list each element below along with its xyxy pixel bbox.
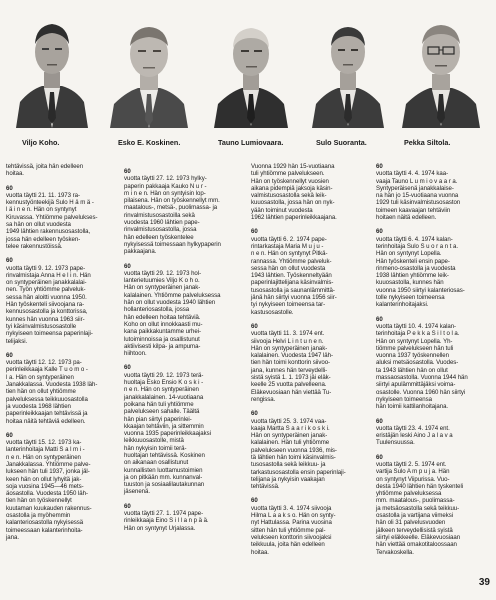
portrait-sulo-suoranta <box>310 0 386 128</box>
paragraph: 60 vuotta täytti 21. 11. 1973 ra- kennustyönteekijä Sulo H ä m ä - l ä i n e n. Hän on syntynyt Kiruvassa. Yhtiömme palvelukses- sa hän on ollut vuodesta 1949 lähtien rakennusosastolla, jossa hän edelleen työsken- telee rakennustöissä. <box>6 184 98 250</box>
text-column-4 <box>376 163 484 563</box>
paragraph: 60 vuotta täytti 3. 4. 1974 siivooja Hilma L a a k s o. Hän on synty- nyt Hattulassa. Parina vuosina sitten hän tuli yhtiömme pal- velukseen konttorin siivoojaksi teikkuula, joita hän edelleen hoitaa. <box>251 497 336 556</box>
text-column-2 <box>124 168 232 539</box>
paragraph: tehtävissä, joita hän edelleen hoitaa. <box>6 163 84 178</box>
caption-tauno-lumiovaara: Tauno Lumiovaara. <box>218 138 284 147</box>
text-column-1 <box>6 163 114 548</box>
paragraph: 60 vuotta täytti 27. 1. 1974 pape- rinleikkaaja Eino S i l l a n p ä ä. Hän on syntynyt Urjalassa. <box>124 502 209 532</box>
paragraph: 60 vuotta täytti 6. 2. 1974 pape- rintarkastaja Maria M u j u - n e n. Hän on syntynyt Pitkä- rannassa. Yhtiömme palveluk- sessa hän on ollut vuodesta 1943 lähtien. Työskenneltyään paperinlajittelijana käsinvalmis- tusosastolla ja saunanlämmittä- jänä hän siirtyi vuonna 1956 siir- tyi nykyiseen toimeensa tar- kastusosastolle. <box>251 228 337 316</box>
paragraph: 60 vuotta täytti 23. 4. 1974 ent. eristäjän leski Aino J a l a v a Tuulensuussa. <box>376 417 453 447</box>
paragraph: 60 vuotta täytti 6. 4. 1974 kalan- terinhoitaja Sulo S u o r a n t a. Hän on syntynyt Lopella. Hän työskenteli ensin pape- rinmeno-osastolla ja vuodesta 1938 lähtien yhtiömme leik- kuuosastolla, kunnes hän vuonna 1950 siirtyi kalanteriosas- tolle nykyiseen toimeensa kalanterinhoitajaksi. <box>376 228 465 309</box>
page-number: 39 <box>478 577 490 588</box>
caption-pekka-siltola: Pekka Siltola. <box>404 138 451 147</box>
paragraph: 60 vuotta täytti 25. 3. 1974 vaa- kaaja Martta S a a r i k o s k i. Hän on syntyperäinen janak- kalalainen. Hän tuli yhtiömme palvelukseen vuonna 1936, mis- tä lähtien hän toimi käsinvalmis- tusosastolla sekä leikkuu- ja tarkastusosastolla ensin paperinlaji- telijana ja nykyisin vaakajan tehtävissä. <box>251 410 346 491</box>
paragraph: 60 vuotta täytti 15. 12. 1973 ka- lanterinhoitaja Matti S a l m i - n e n. Hän on syntyperäinen Janakkalassa. Yhtiömme palve- lukseen hän tuli 1937, jonka jäl- keen hän on ollut lyhyitä jak- soja vuosina 1945—46 mets- äosastolla. Vuodesta 1950 läh- tien hän on työskennellyt kuutaman kuukauden rakennus- osastolla ja myöhemmin kalanteriosastolla nykyisessä toimeessaan kalanterinhoita- jana. <box>6 431 92 541</box>
paragraph: 60 vuotta täytti 10. 4. 1974 kalan- terinhoitaja P e k k a S i l t o l a. Hän on syntynyt Lopella. Yh- tiömme palvelukseen hän tuli vuonna 1937 työskennellen aluksi metsäosastolla. Vuodes- ta 1943 lähtien hän on ollut massaosastolla. Vuonna 1944 hän siirtyi apulämmittäjäksi voima- osastolle. Vuonna 1960 hän siirtyi nykyiseen toimeensa hän toimii kattilanhoitajana. <box>376 315 468 411</box>
portrait-pekka-siltola <box>400 0 482 128</box>
paragraph: 60 vuotta täytti 29. 12. 1973 hol- lanterietuumies Viljo K o h o. Hän on syntyperäinen janak- kalalainen. Yhtiömme palveluksessa hän on ollut vuodesta 1940 lähtien hollanteriosastolla, jossa hän edelleen hoitaa tehtäviä. Koho on ollut innokkaasti mu- kana paikkakuntamme urhei- lutoiminnoissa ja osallistunut aktiivisesti kilpa- ja ampuma- hiihtoon. <box>124 262 221 358</box>
portrait-tauno-lumiovaara <box>212 0 290 128</box>
paragraph: 60 vuotta täytti 29. 12. 1973 terä- huoltaja Esko Ensio K o s k i - n e n. Hän on syntyperäinen janakkalalainen. 14-vuotiaana poikana hän tuli yhtiömme palvelukseen sahalle. Täältä hän pian siirtyi paperinlei- kkaajan tehtäviin, ja sittemmin vuonna 1935 paperinleikkaajaksi leikkuuosastolle, mistä hän nykyisin toimii terä- huoltajan tehtävissä. Koskinen on aikanaan osallistunut kunnallisten luottamustoimien ja on pitkään mm. kunnanval- tuuston ja sosiaalilautakunnan jäsenenä. <box>124 364 211 496</box>
paragraph: 60 vuotta täytti 9. 12. 1973 pape- rinvalmistaja Anna H e l i n. Hän on syntyperäinen janakkalalai- nen. Työn yhtiömme palveluk- sessa hän aloitti vuonna 1950. Hän työskenteli siivoojana ra- kennusosastolla ja konttorissa, kunnes hän vuonna 1963 siir- tyi käsinvalmistusosastolle nykyiseen toimeensa paperinlaji- telijaksi. <box>6 257 93 345</box>
caption-sulo-suoranta: Sulo Suoranta. <box>316 138 367 147</box>
paragraph: 60 vuotta täytti 11. 3. 1974 ent. siivooja Helvi L i n t u n e n. Hän on syntyperäinen janak- kalalainen. Vuodesta 1947 läh- tien hän toimi konttorin siivoo- jana, kunnes hän terveydelli- sistä syistä 1. 1. 1973 jäi eläk- keelle 25 vuotta palvelleena. Eläkevuosiaan hän viettää Tu- rengissa. <box>251 322 333 403</box>
paragraph: 60 vuotta täytti 2. 5. 1974 ent. vartija Sulo A m p u j a. Hän on syntynyt Viipurissa. Vuo- desta 1940 lähtien hän tyskenteli yhtiömme palveluksessa mm. maatalous-, puolimassa- ja metsäosastolla sekä teikkuu- osastolla ja vartijana viimeksi hän oli 31 palvelusvuoden jälkeen terveydellisistä syistä siirtyi eläkkeelle. Eläkevuosiaan hän viettää omakotitaloossaan Tervakoskella. <box>376 453 464 556</box>
portrait-esko-koskinen <box>108 0 190 128</box>
portrait-row <box>0 0 496 150</box>
text-column-3 <box>251 163 359 563</box>
portrait-viljo-koho <box>14 0 90 128</box>
paragraph: Vuonna 1929 hän 15-vuotiaana tuli yhtiömme palvelukseen. Hän on työskennellyt vuosien aikana pidempiä jaksoja käsin- valmistusosastolla sekä leik- kuuosastolla, jossa hän on nyk- yään toiminut vuodesta 1962 lähtien paperinleikkaajana. <box>251 163 337 222</box>
paragraph: 60 vuotta täytti 4. 4. 1974 kaa- vaaja Tauno L u m i o v a a r a. Syntyperäisenä janakkalaise- na hän jo 15-vuotiaana vuonna 1929 tuli käsinvalmistusosaston toimeen kaavaajan tehtäviin hoitaen näitä edelleen. <box>376 163 461 222</box>
caption-esko-koskinen: Esko E. Koskinen. <box>118 138 181 147</box>
paragraph: 60 vuotta täytti 27. 12. 1973 hylky- paperin pakkaaja Kauko N u r - m i n e n. Hän on syntyisin lop- pilaisena. Hän on työskennellyt mm. maatalous-, metsä-, puolimassa- ja rinvalmistusosastoilla sekä vuodesta 1960 lähtien pape- rinvalmistusosastolla, jossa hän edelleen työskentelee nykyisessä toimessaan hylkypaperin pakkaajana. <box>124 168 221 256</box>
caption-viljo-koho: Viljo Koho. <box>22 138 60 147</box>
paragraph: 60 vuotta täytti 12. 12. 1973 pa- perinleikkaaja Kalle T u o m o - l a. Hän on syntyperäinen Janakkalassa. Vuodesta 1938 läh- tien hän on ollut yhtiömme palveluksessa teikkuuosastolla ja vuodesta 1968 lähtien paperinleikkaajan tehtävissä ja hoitaa näitä tehtäviä edelleen. <box>6 351 98 425</box>
